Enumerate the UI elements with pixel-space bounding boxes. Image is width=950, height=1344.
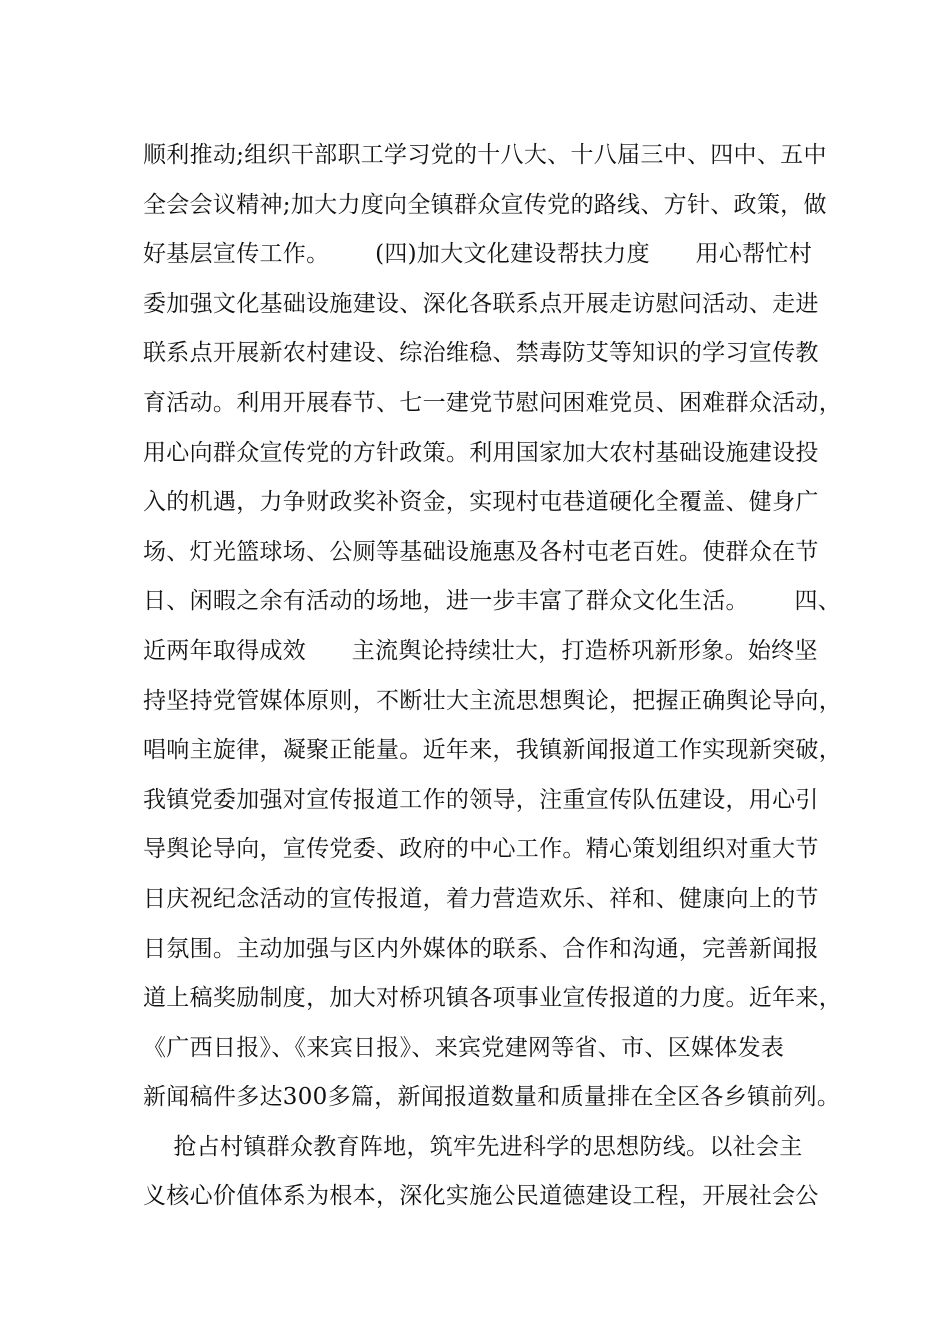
text-line: 联系点开展新农村建设、综治维稳、禁毒防艾等知识的学习宣传教 <box>143 340 819 367</box>
text-line: 《广西日报》、《来宾日报》、来宾党建网等省、市、区媒体发表 <box>143 1034 785 1061</box>
text-line: 入的机遇，力争财政奖补资金，实现村屯巷道硬化全覆盖、健身广 <box>143 489 819 516</box>
text-line: 好基层宣传工作。 (四)加大文化建设帮扶力度 用心帮忙村 <box>143 241 813 268</box>
text-line: 唱响主旋律，凝聚正能量。近年来，我镇新闻报道工作实现新突破， <box>143 737 842 764</box>
text-line: 道上稿奖励制度，加大对桥巩镇各项事业宣传报道的力度。近年来， <box>143 985 842 1012</box>
text-line: 用心向群众宣传党的方针政策。利用国家加大农村基础设施建设投 <box>143 439 819 466</box>
text-line: 育活动。利用开展春节、七一建党节慰问困难党员、困难群众活动， <box>143 389 842 416</box>
text-line: 导舆论导向，宣传党委、政府的中心工作。精心策划组织对重大节 <box>143 836 819 863</box>
text-line: 抢占村镇群众教育阵地，筑牢先进科学的思想防线。以社会主 <box>143 1133 803 1160</box>
body-text <box>143 131 842 1222</box>
text-line: 日庆祝纪念活动的宣传报道，着力营造欢乐、祥和、健康向上的节 <box>143 885 819 912</box>
text-line: 新闻稿件多达300多篇，新闻报道数量和质量排在全区各乡镇前列。 <box>143 1084 841 1111</box>
text-line: 我镇党委加强对宣传报道工作的领导，注重宣传队伍建设，用心引 <box>143 786 819 813</box>
text-line: 全会会议精神;加大力度向全镇群众宣传党的路线、方针、政策，做 <box>143 191 827 218</box>
text-line: 场、灯光篮球场、公厕等基础设施惠及各村屯老百姓。使群众在节 <box>143 538 819 565</box>
text-line: 近两年取得成效 主流舆论持续壮大，打造桥巩新形象。始终坚 <box>143 637 818 664</box>
text-line: 顺利推动;组织干部职工学习党的十八大、十八届三中、四中、五中 <box>143 142 827 168</box>
text-line: 日氛围。主动加强与区内外媒体的联系、合作和沟通，完善新闻报 <box>143 935 819 962</box>
text-line: 委加强文化基础设施建设、深化各联系点开展走访慰问活动、走进 <box>143 290 819 317</box>
text-line: 日、闲暇之余有活动的场地，进一步丰富了群众文化生活。 四、 <box>143 588 842 615</box>
text-line: 持坚持党管媒体原则，不断壮大主流思想舆论，把握正确舆论导向， <box>143 687 842 714</box>
text-line: 义核心价值体系为根本，深化实施公民道德建设工程，开展社会公 <box>143 1183 819 1210</box>
